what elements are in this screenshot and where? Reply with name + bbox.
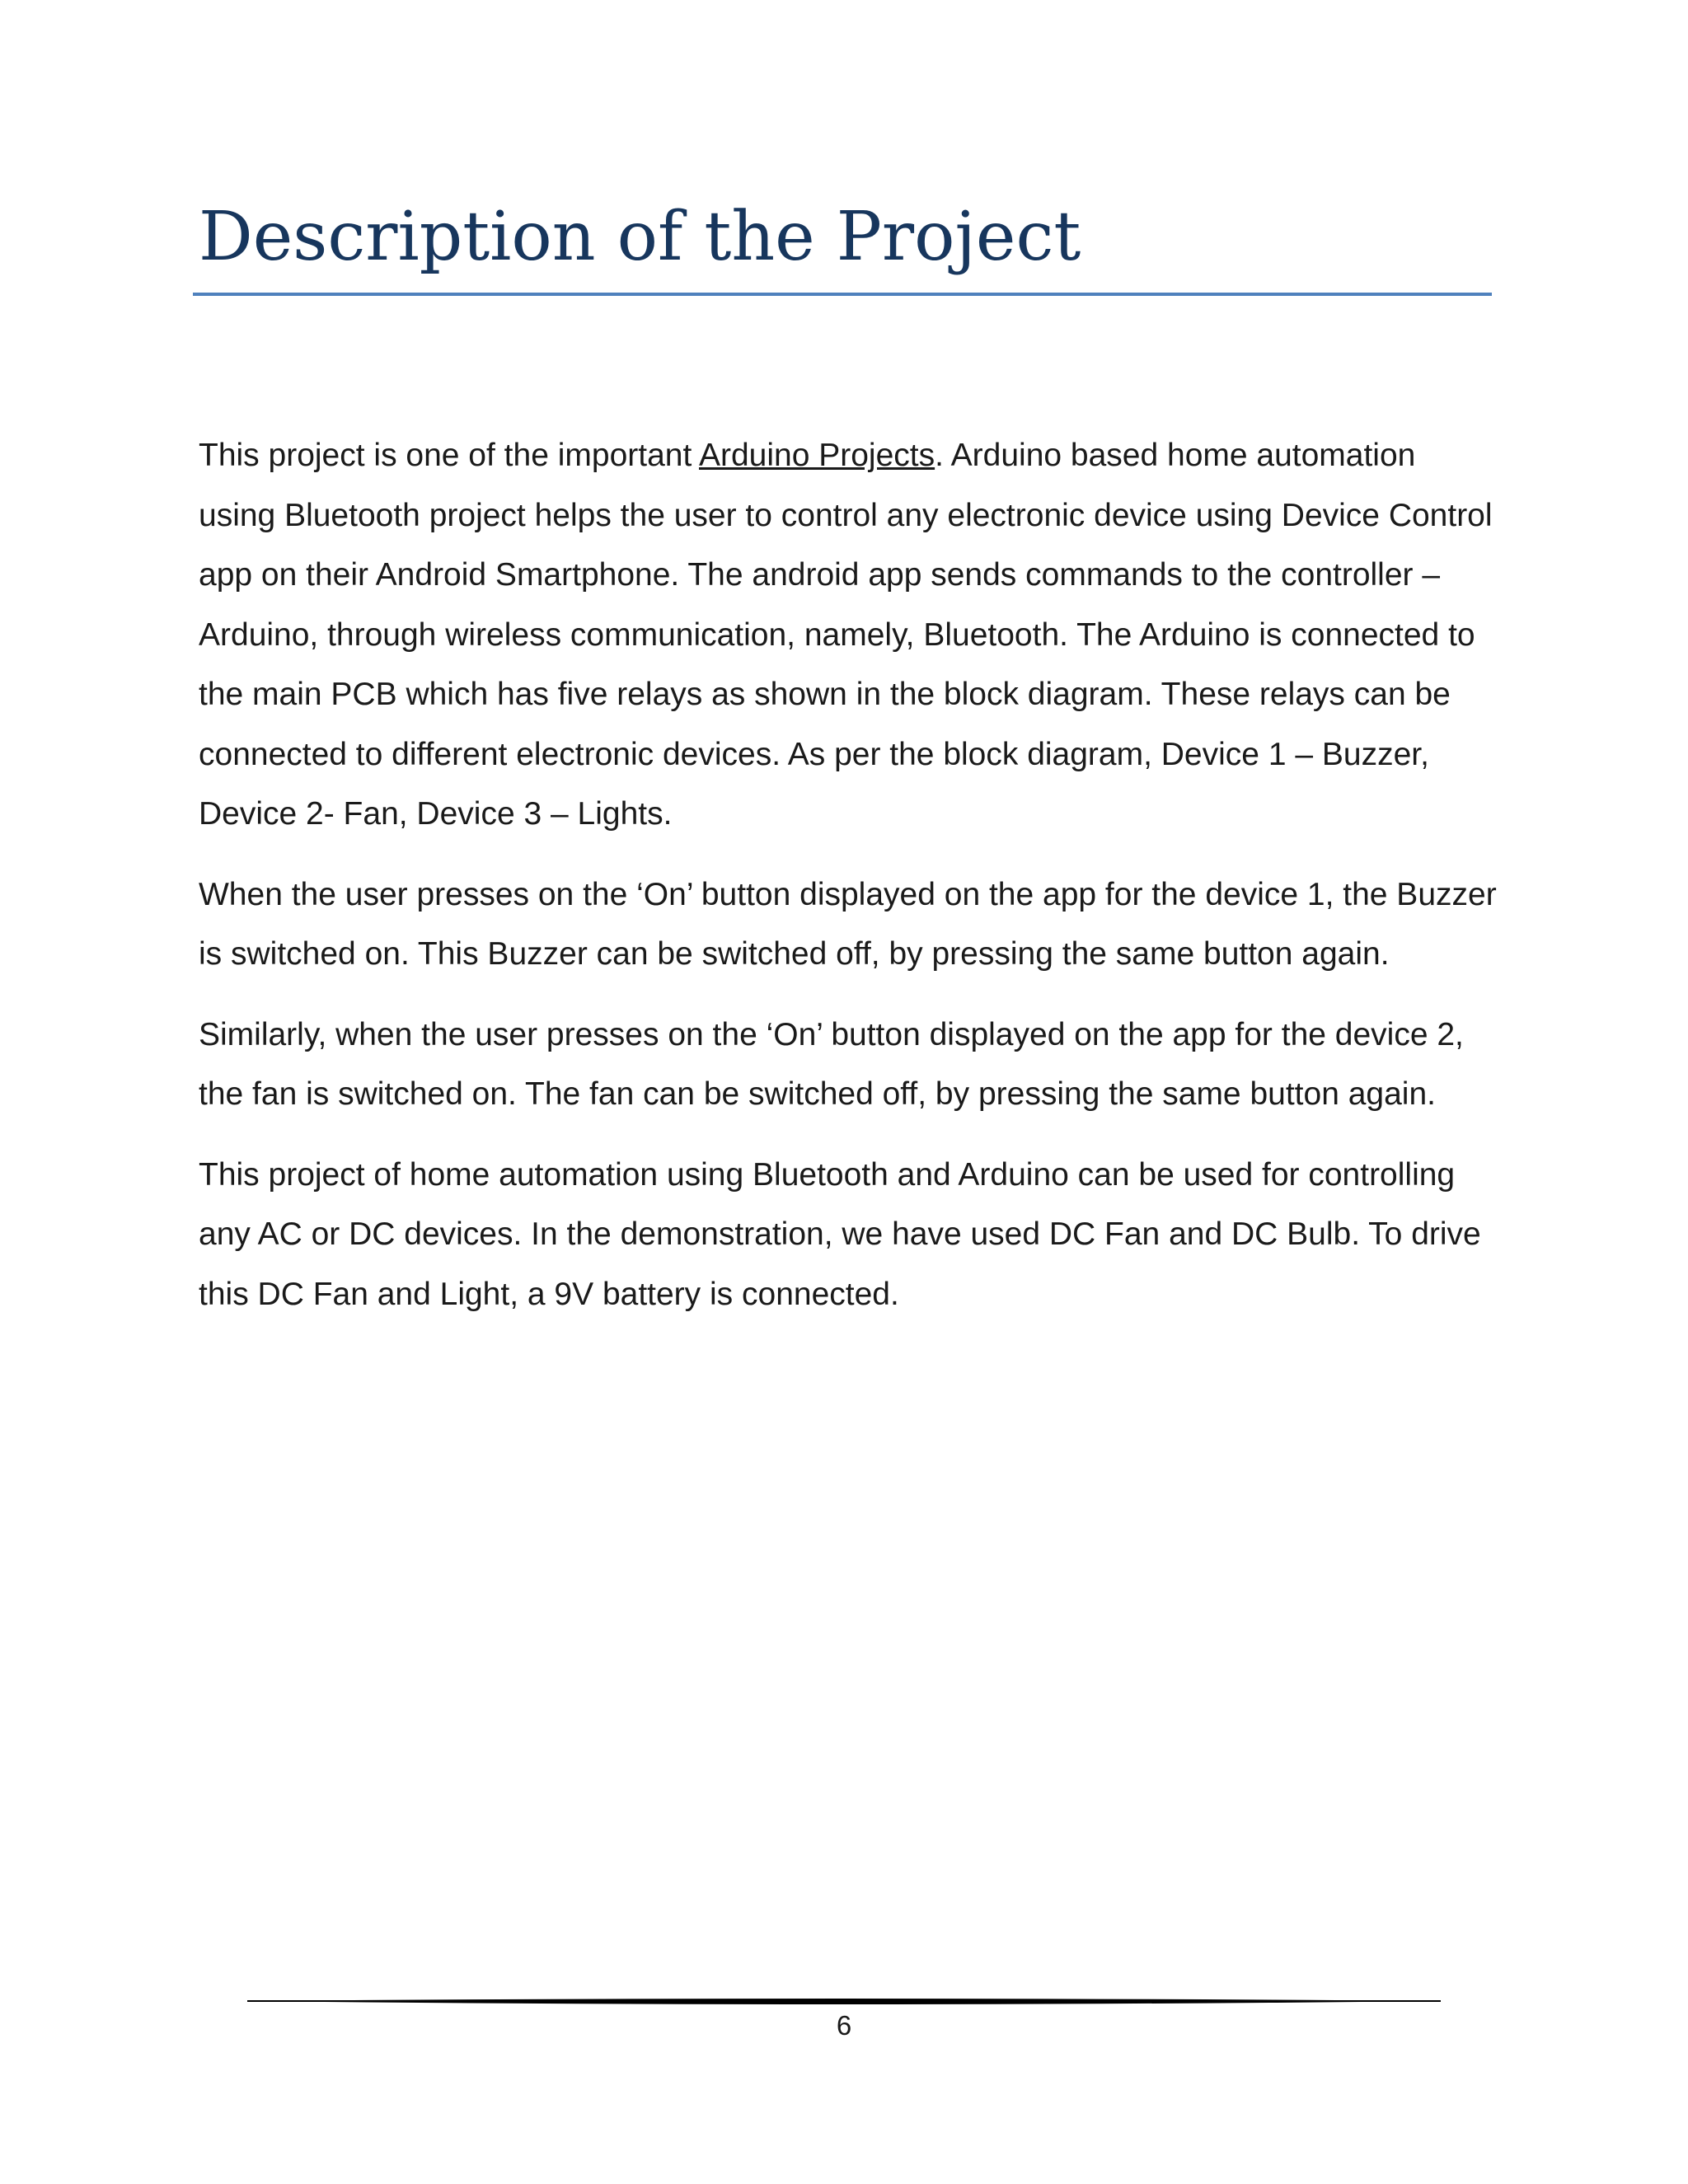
paragraph-intro-rest: . Arduino based home automation using Bluetooth project helps the user to control any electronic device using Device Control app on their Android Smartphone. The android app sends commands to the controller – Arduino, through wireless communication, namely, Bluetooth. The Arduino is connected to the main PCB which has five relays as shown in the block diagram. These relays can be connected to different electronic devices. As per the block diagram, Device 1 – Buzzer, Device 2- Fan, Device 3 – Lights.	[199, 438, 1493, 832]
footer-decorative-rule	[247, 1991, 1441, 2011]
heading-underline-rule	[193, 293, 1492, 296]
paragraph-intro	[199, 426, 1501, 845]
paragraph-device-2: Similarly, when the user presses on the ‘On’ button displayed on the app for the device 2, the fan is switched on. The fan can be switched off, by pressing the same button again.	[199, 1016, 1464, 1112]
paragraph-intro-lead: This project is one of the important	[199, 438, 699, 473]
arduino-projects-link[interactable]: Arduino Projects	[698, 438, 935, 473]
page-number: 6	[836, 2010, 852, 2041]
page-heading: Description of the Project	[199, 198, 1081, 276]
paragraph-device-1: When the user presses on the ‘On’ button displayed on the app for the device 1, the Buzzer is switched on. This Buzzer can be switched off, by pressing the same button again.	[199, 876, 1497, 972]
paragraph-ac-dc-devices: This project of home automation using Bluetooth and Arduino can be used for controlling any AC or DC devices. In the demonstration, we have used DC Fan and DC Bulb. To drive this DC Fan and Light, a 9V battery is connected.	[199, 1156, 1481, 1312]
document-body	[199, 426, 1501, 1345]
